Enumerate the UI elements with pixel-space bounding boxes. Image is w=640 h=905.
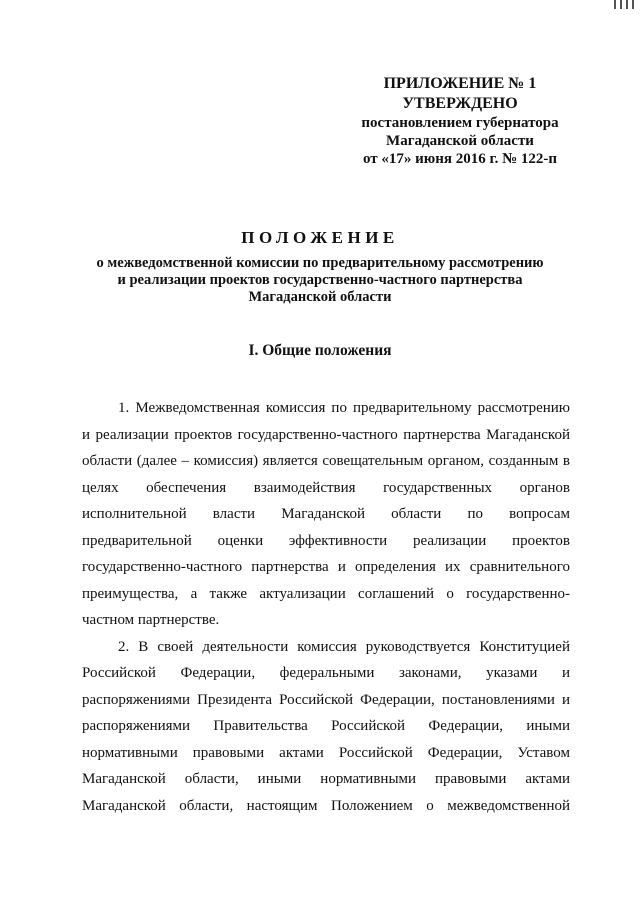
paragraph-line: 2. В своей деятельности комиссия руководствуется Конституцией: [118, 638, 570, 655]
paragraph-line: Российской Федерации, федеральными законами, указами и: [82, 665, 570, 681]
paragraph-line: государственно-частного партнерства и определения их сравнительного: [82, 559, 570, 575]
appendix-label: ПРИЛОЖЕНИЕ № 1: [383, 75, 537, 92]
paragraph-2: [82, 634, 570, 820]
approval-line: от «17» июня 2016 г. № 122-п: [362, 151, 558, 167]
paragraph-line: целях обеспечения взаимодействия государственных органов: [82, 479, 570, 496]
paragraph-line: предварительной оценки эффективности реализации проектов: [82, 532, 570, 549]
subtitle-line: о межведомственной комиссии по предварительному рассмотрению: [96, 255, 544, 271]
approval-block: [335, 74, 585, 168]
document-subtitle: [70, 255, 570, 306]
paragraph-line: нормативными правовыми актами Российской Федерации, Уставом: [82, 744, 570, 761]
scan-corner-marks: [612, 0, 638, 10]
paragraph-line: исполнительной власти Магаданской области по вопросам: [82, 506, 570, 522]
paragraph-line: области (далее – комиссия) является совещательным органом, созданным в: [82, 453, 570, 469]
paragraph-line: Магаданской области, настоящим Положением о межведомственной: [82, 797, 570, 814]
subtitle-line: Магаданской области: [248, 289, 392, 305]
paragraph-line: распоряжениями Президента Российской Федерации, постановлениями и: [82, 691, 570, 708]
paragraph-line: и реализации проектов государственно-частного партнерства Магаданской: [82, 426, 570, 443]
paragraph-line: частном партнерстве.: [82, 612, 220, 628]
paragraph-1: [82, 395, 570, 634]
paragraph-line: распоряжениями Правительства Российской Федерации, иными: [82, 718, 570, 734]
approval-line: постановлением губернатора: [361, 115, 559, 131]
paragraph-line: 1. Межведомственная комиссия по предварительному рассмотрению: [118, 400, 570, 416]
document-title: ПОЛОЖЕНИЕ: [241, 228, 399, 247]
paragraph-line: преимущества, а также актуализации соглашений о государственно-: [82, 585, 570, 602]
section-heading: I. Общие положения: [248, 342, 392, 359]
document-body: [82, 395, 570, 819]
approval-line: Магаданской области: [386, 133, 534, 149]
paragraph-line: Магаданской области, иными нормативными правовыми актами: [82, 771, 570, 787]
approved-label: УТВЕРЖДЕНО: [402, 95, 518, 112]
subtitle-line: и реализации проектов государственно-частного партнерства: [117, 272, 523, 288]
